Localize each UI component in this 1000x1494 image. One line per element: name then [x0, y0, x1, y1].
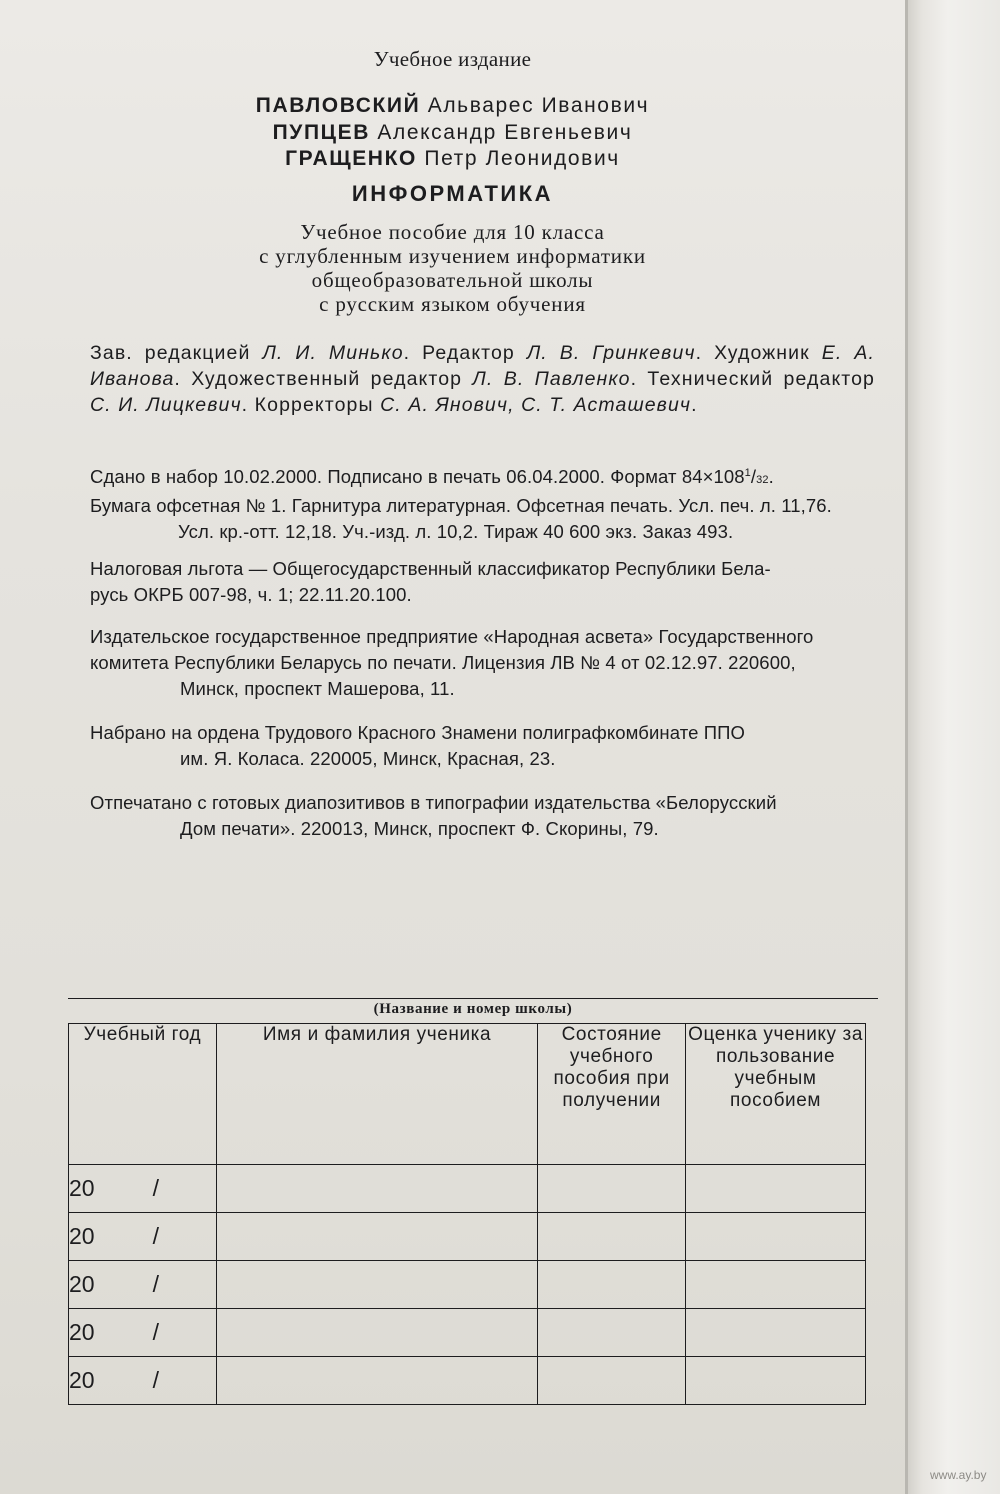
credit-role: Зав. редакцией [90, 342, 251, 364]
imprint-type: Учебное издание [373, 47, 532, 71]
credit-person: Л. В. Павленко [472, 368, 631, 390]
student-name-cell [216, 1261, 537, 1309]
printed-info [90, 790, 878, 842]
year-prefix: 20 [69, 1223, 95, 1249]
author-surname: ПАВЛОВСКИЙ [255, 94, 421, 117]
student-name-cell [216, 1165, 537, 1213]
book-title: ИНФОРМАТИКА [351, 181, 554, 206]
year-slash: / [152, 1223, 159, 1249]
register-table [68, 1023, 866, 1405]
publisher-line: Издательское государственное предприятие «Народная асвета» Государственного [90, 626, 814, 647]
condition-cell [538, 1165, 686, 1213]
credit-person: С. А. Янович, С. Т. Асташевич [380, 394, 692, 416]
grade-cell [686, 1261, 866, 1309]
year-slash: / [152, 1175, 159, 1201]
condition-cell [538, 1309, 686, 1357]
year-prefix: 20 [69, 1319, 95, 1345]
watermark: www.ay.by [930, 1468, 987, 1482]
year-slash: / [152, 1367, 159, 1393]
year-prefix: 20 [69, 1271, 95, 1297]
tax-info [90, 556, 878, 608]
year-cell [69, 1357, 217, 1405]
student-name-cell [216, 1213, 537, 1261]
year-prefix: 20 [69, 1367, 95, 1393]
header-student-name: Имя и фамилия ученика [216, 1024, 537, 1165]
author-surname: ГРАЩЕНКО [285, 147, 417, 170]
typeset-line: им. Я. Коласа. 220005, Минск, Красная, 23. [180, 748, 556, 769]
adjacent-page-edge [905, 0, 1000, 1494]
publisher-line: комитета Республики Беларусь по печати. Лицензия ЛВ № 4 от 02.12.97. 220600, [90, 652, 796, 673]
author-given-name: Петр Леонидович [424, 147, 620, 170]
author-1 [0, 94, 905, 118]
condition-cell [538, 1213, 686, 1261]
grade-cell [686, 1165, 866, 1213]
typeset-info [90, 720, 878, 772]
year-slash: / [152, 1271, 159, 1297]
table-row [69, 1357, 866, 1405]
grade-cell [686, 1309, 866, 1357]
year-slash: / [152, 1319, 159, 1345]
print-info-line: Сдано в набор 10.02.2000. Подписано в печать 06.04.2000. Формат $84\times 108^1/32$. [90, 466, 774, 488]
credit-person: Л. В. Гринкевич [526, 342, 696, 364]
credit-person: Е. А. Иванова [90, 342, 875, 390]
header-student-grade: Оценка ученику за пользование учебным пособием [686, 1024, 866, 1165]
table-row [69, 1213, 866, 1261]
credit-role: . Редактор [403, 342, 515, 364]
credit-role: . Художественный редактор [174, 368, 463, 390]
school-caption: (Название и номер школы) [373, 1001, 573, 1017]
header-book-condition: Состояние учебного пособия при получении [538, 1024, 686, 1165]
table-row [69, 1261, 866, 1309]
printed-line: Отпечатано с готовых диапозитивов в типографии издательства «Белорусский [90, 792, 777, 813]
subtitle-line: с русским языком обучения [319, 292, 586, 316]
author-given-name: Альварес Иванович [427, 94, 650, 117]
year-cell [69, 1309, 217, 1357]
page-fold-shadow [905, 0, 908, 1494]
print-info-line: Усл. кр.-отт. 12,18. Уч.-изд. л. 10,2. Тираж 40 600 экз. Заказ 493. [178, 521, 734, 543]
table-header-row [69, 1024, 866, 1165]
credit-role: . [691, 394, 698, 416]
author-2 [0, 121, 905, 145]
grade-cell [686, 1357, 866, 1405]
table-row [69, 1165, 866, 1213]
table-row [69, 1309, 866, 1357]
publisher-line: Минск, проспект Машерова, 11. [180, 678, 455, 699]
format-fraction-numerator: 1 [744, 467, 751, 479]
print-info-line: Бумага офсетная № 1. Гарнитура литературная. Офсетная печать. Усл. печ. л. 11,76. [90, 495, 832, 517]
grade-cell [686, 1213, 866, 1261]
school-name-line [68, 998, 878, 999]
author-surname: ПУПЦЕВ [272, 121, 370, 144]
author-given-name: Александр Евгеньевич [377, 121, 633, 144]
year-cell [69, 1261, 217, 1309]
student-name-cell [216, 1357, 537, 1405]
credit-person: С. И. Лицкевич [90, 394, 242, 416]
credit-person: Л. И. Минько [262, 342, 404, 364]
credit-role: . Технический редактор [630, 368, 875, 390]
student-name-cell [216, 1309, 537, 1357]
author-3 [0, 147, 905, 171]
year-prefix: 20 [69, 1175, 95, 1201]
year-cell [69, 1213, 217, 1261]
publisher-info [90, 624, 878, 702]
tax-info-line: русь ОКРБ 007-98, ч. 1; 22.11.20.100. [90, 584, 412, 605]
tax-info-line: Налоговая льгота — Общегосударственный классификатор Республики Бела- [90, 558, 771, 579]
subtitle-line: общеобразовательной школы [311, 268, 594, 292]
typeset-line: Набрано на ордена Трудового Красного Знамени полиграфкомбинате ППО [90, 722, 745, 743]
printed-line: Дом печати». 220013, Минск, проспект Ф. Скорины, 79. [180, 818, 659, 839]
credit-role: . Корректоры [241, 394, 374, 416]
format-fraction-denominator: 32 [756, 474, 769, 487]
editorial-credits [90, 340, 875, 418]
print-info [90, 460, 878, 545]
year-cell [69, 1165, 217, 1213]
condition-cell [538, 1261, 686, 1309]
header-school-year: Учебный год [69, 1024, 217, 1165]
print-info-text: Сдано в набор 10.02.2000. Подписано в печать 06.04.2000. Формат 84×108 [90, 466, 745, 488]
credit-role: . Художник [695, 342, 810, 364]
subtitle-line: Учебное пособие для 10 класса [300, 220, 605, 244]
condition-cell [538, 1357, 686, 1405]
subtitle-line: с углубленным изучением информатики [259, 244, 646, 268]
